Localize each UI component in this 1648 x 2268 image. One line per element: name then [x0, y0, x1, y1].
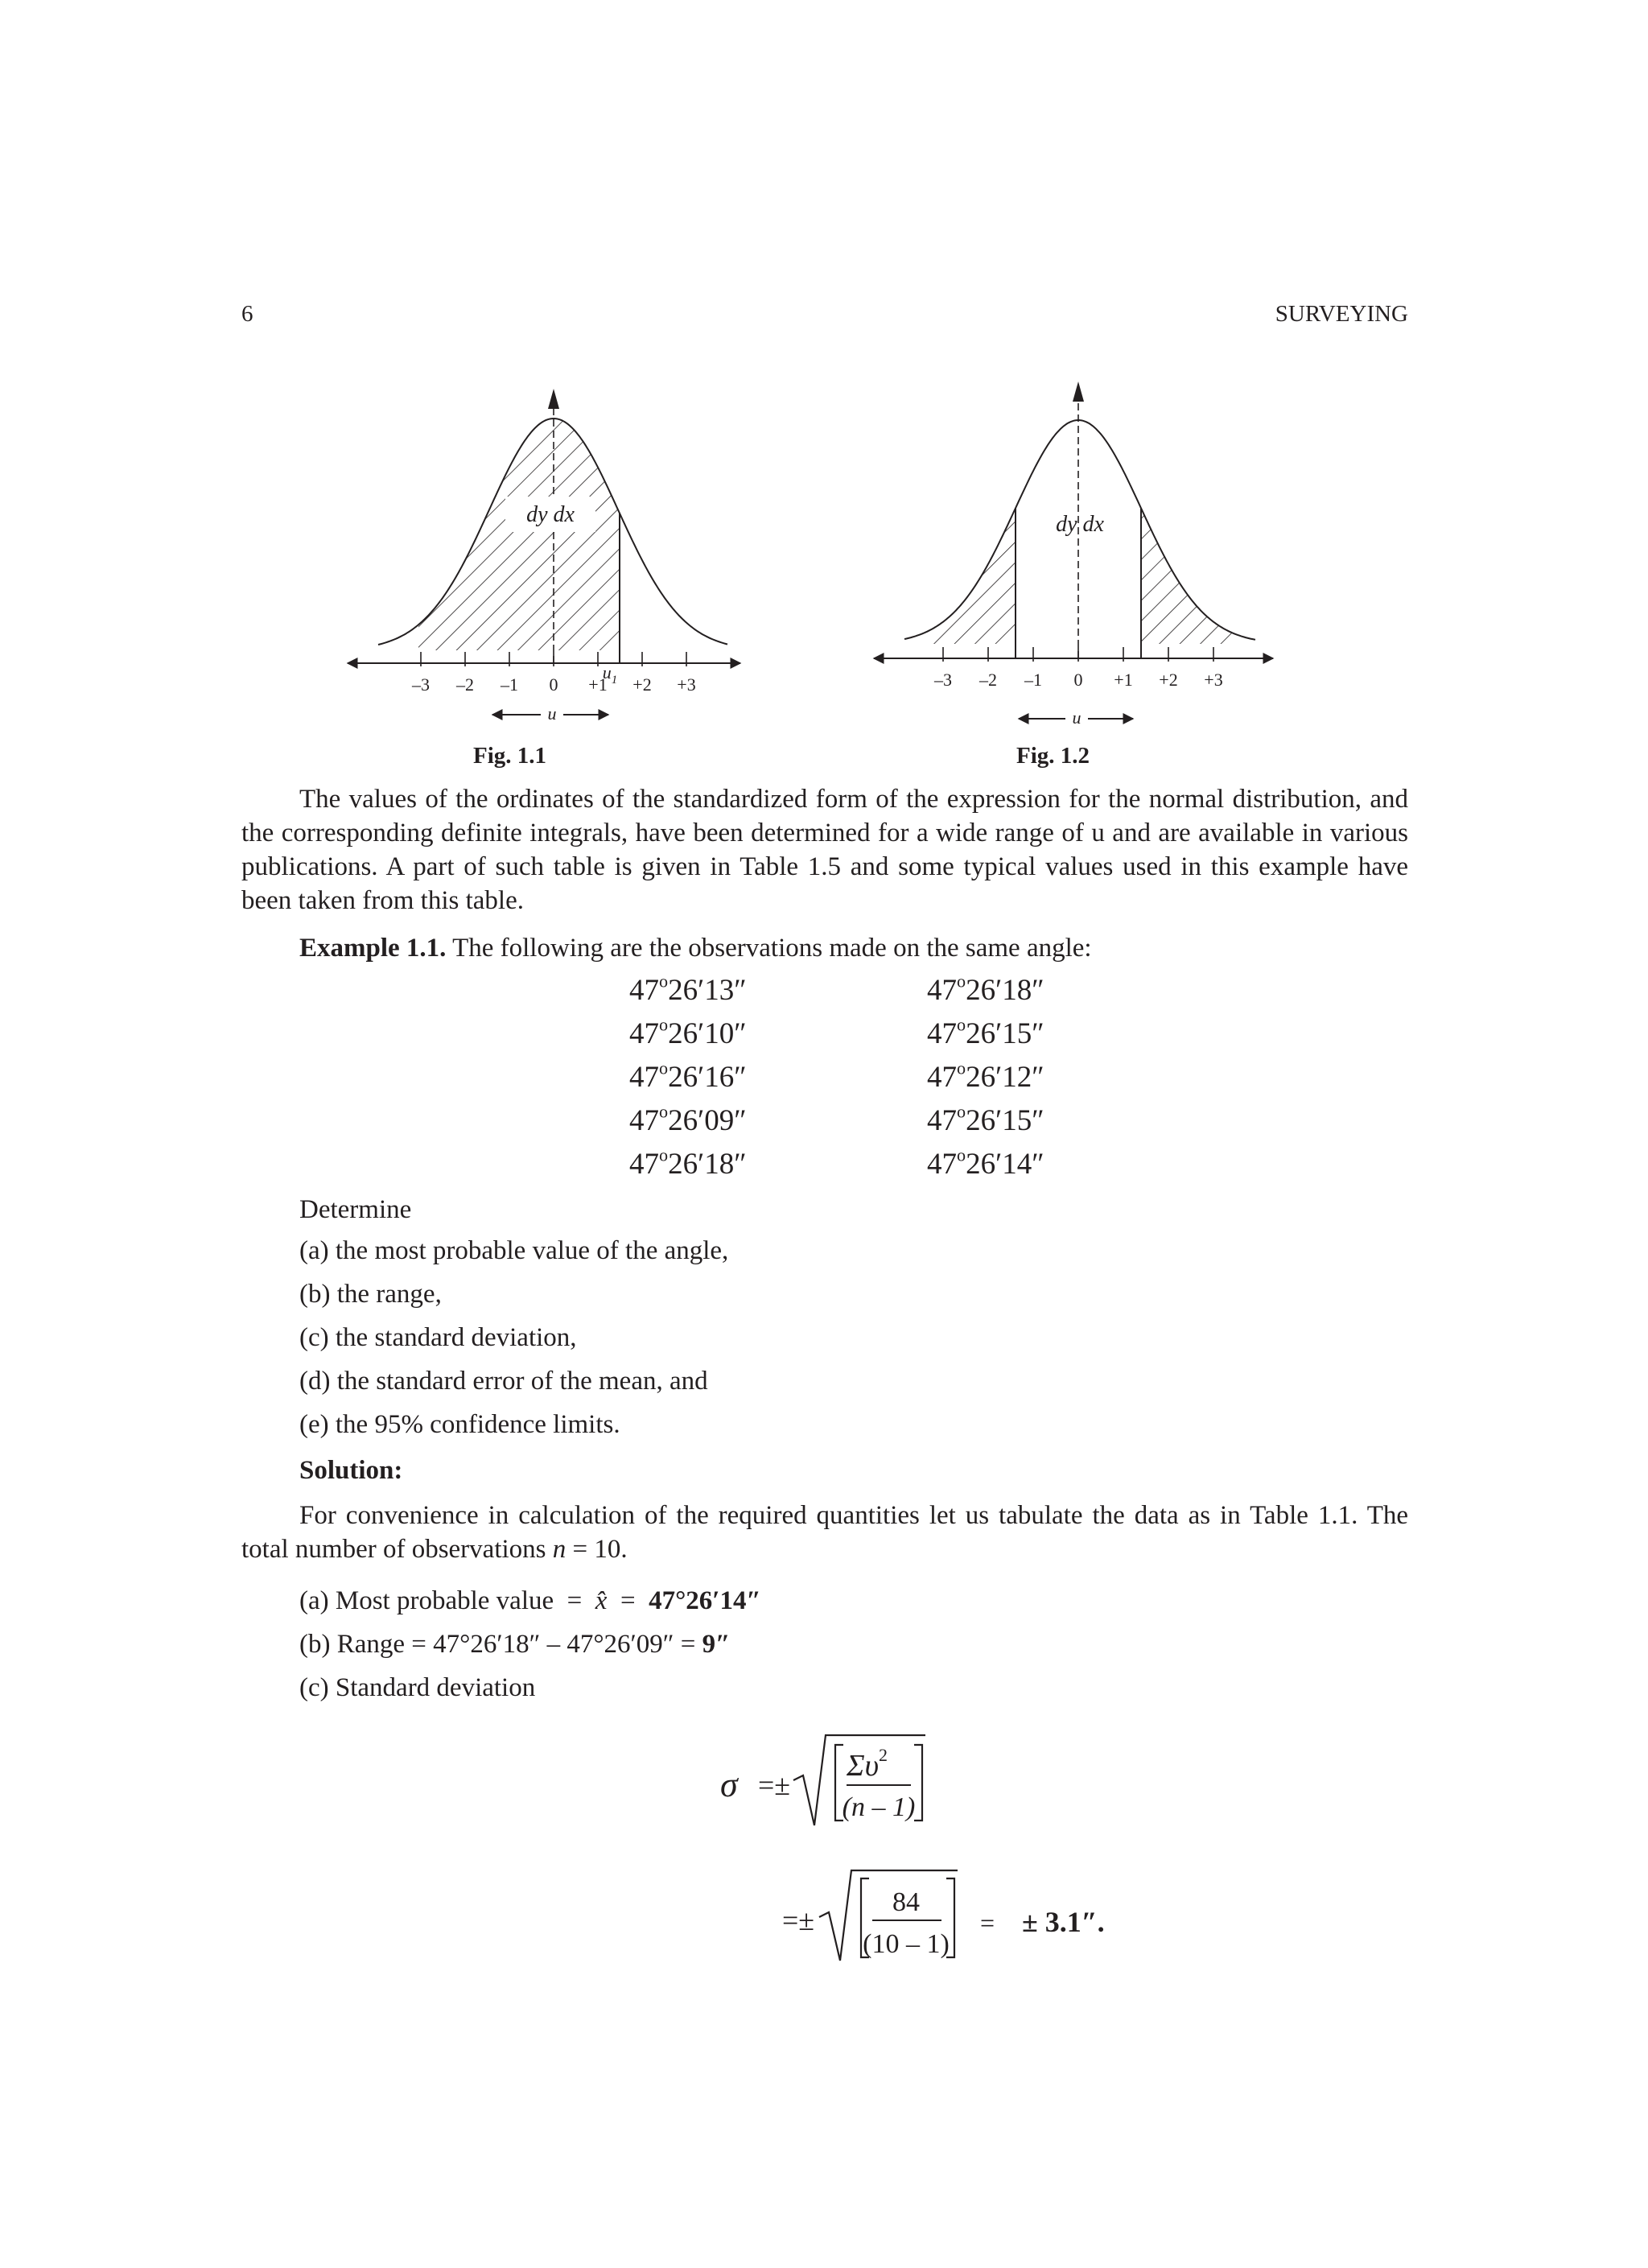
- axis-tick-label: –3: [934, 670, 952, 690]
- formula-sigma: σ: [720, 1765, 738, 1804]
- list-item: (c) the standard deviation,: [299, 1323, 577, 1352]
- paragraph-normal-distribution: The values of the ordinates of the standardized form of the expression for the normal distribution, and the corresponding definite integrals, have been determined for a wide range of u and are available in various publications. A part of such table is given in Table 1.5 and some typical values used in this example have been taken from this table.: [241, 785, 1408, 915]
- fig1-axis-label: u: [547, 703, 557, 724]
- result-a: [299, 1584, 761, 1618]
- running-title: SURVEYING: [1275, 301, 1408, 327]
- fig1-center-label: dy dx: [526, 502, 575, 527]
- example-label: Example 1.1.: [299, 934, 447, 963]
- figure-1-2: [874, 381, 1273, 728]
- result-b-prefix: (b) Range: [299, 1630, 406, 1659]
- std-dev-formula: [0, 1706, 1648, 1980]
- formula-den1: (n – 1): [842, 1792, 916, 1822]
- page-number: 6: [241, 301, 253, 327]
- observations-left: [629, 969, 747, 1186]
- axis-tick-label: 0: [1073, 670, 1083, 690]
- observation-value: 47$^o$26′15″: [927, 1014, 1044, 1050]
- formula-eq-3: =: [980, 1908, 995, 1937]
- figures-svg: [0, 0, 1648, 805]
- result-a-value: 47°26′14″: [649, 1586, 761, 1615]
- paragraph-tabulate-value: = 10.: [572, 1535, 628, 1564]
- observation-value: 47$^o$26′14″: [927, 1144, 1044, 1181]
- formula-bracket-right-1: [914, 1745, 922, 1821]
- axis-tick-label: +1: [1114, 670, 1133, 690]
- observation-value: 47$^o$26′15″: [927, 1101, 1044, 1137]
- fig2-up-arrow: [1073, 381, 1084, 402]
- paragraph-tabulate: [241, 1499, 1408, 1566]
- fig1-u1-marker: $u_1$: [602, 662, 618, 687]
- result-b-expr: = 47°26′18″ – 47°26′09″ =: [411, 1630, 696, 1659]
- example-text: The following are the observations made on the same angle:: [452, 934, 1092, 963]
- axis-tick-label: +3: [677, 674, 696, 695]
- fig2-axis-label: u: [1072, 707, 1082, 728]
- formula-result: ± 3.1″.: [1022, 1906, 1105, 1938]
- result-b-value: 9″: [702, 1630, 731, 1659]
- formula-eq-pm: =±: [758, 1769, 791, 1801]
- paragraph-tabulate-text: For convenience in calculation of the required quantities let us tabulate the data as in Table 1.1. The total number of observations: [241, 1501, 1408, 1564]
- fig-1-2-caption: Fig. 1.2: [1016, 743, 1090, 769]
- axis-tick-label: +2: [1159, 670, 1178, 690]
- axis-tick-label: –1: [1024, 670, 1042, 690]
- observation-value: 47$^o$26′10″: [629, 1014, 747, 1050]
- solution-label: Solution:: [299, 1456, 403, 1485]
- axis-tick-label: –2: [456, 674, 474, 695]
- list-item: (d) the standard error of the mean, and: [299, 1367, 708, 1396]
- formula-num2: 84: [892, 1887, 920, 1917]
- result-a-xhat: x̂: [595, 1586, 608, 1615]
- observation-value: 47$^o$26′16″: [629, 1058, 747, 1094]
- observation-value: 47$^o$26′18″: [927, 971, 1044, 1007]
- observation-value: 47$^o$26′13″: [629, 971, 747, 1007]
- result-a-eq2: =: [620, 1586, 636, 1615]
- fig-1-1-caption: Fig. 1.1: [473, 743, 547, 769]
- formula-den2: (10 – 1): [863, 1929, 950, 1959]
- fig2-left-tail: [933, 508, 1016, 644]
- fig2-ticks: [933, 647, 1223, 690]
- figure-1-1: [348, 389, 740, 724]
- axis-tick-label: 0: [549, 674, 558, 695]
- fig2-right-tail: [1141, 508, 1239, 644]
- fig1-up-arrow: [548, 389, 559, 409]
- formula-eq-pm-2: =±: [782, 1904, 815, 1936]
- observation-value: 47$^o$26′09″: [629, 1101, 747, 1137]
- axis-tick-label: +2: [632, 674, 652, 695]
- axis-tick-label: +1: [588, 674, 608, 695]
- result-a-prefix: (a) Most probable value: [299, 1586, 554, 1615]
- axis-tick-label: –3: [412, 674, 430, 695]
- observation-value: 47$^o$26′12″: [927, 1058, 1044, 1094]
- paragraph-tabulate-var: n: [552, 1535, 566, 1564]
- list-item: (a) the most probable value of the angle,: [299, 1236, 729, 1265]
- example-heading: [299, 931, 1410, 965]
- fig1-ticks: [411, 652, 696, 695]
- determine-label: Determine: [299, 1195, 412, 1224]
- observation-value: 47$^o$26′18″: [629, 1144, 747, 1181]
- axis-tick-label: +3: [1204, 670, 1223, 690]
- result-b: [299, 1627, 730, 1661]
- axis-tick-label: –2: [979, 670, 997, 690]
- observations-right: [927, 969, 1044, 1186]
- result-c: (c) Standard deviation: [299, 1673, 536, 1702]
- formula-num1: $\Sigma\upsilon^2$: [847, 1745, 888, 1783]
- result-a-eq1: =: [566, 1586, 583, 1615]
- list-item: (b) the range,: [299, 1280, 442, 1309]
- list-item: (e) the 95% confidence limits.: [299, 1410, 620, 1439]
- axis-tick-label: –1: [501, 674, 518, 695]
- fig2-center-label: dy dx: [1056, 512, 1104, 537]
